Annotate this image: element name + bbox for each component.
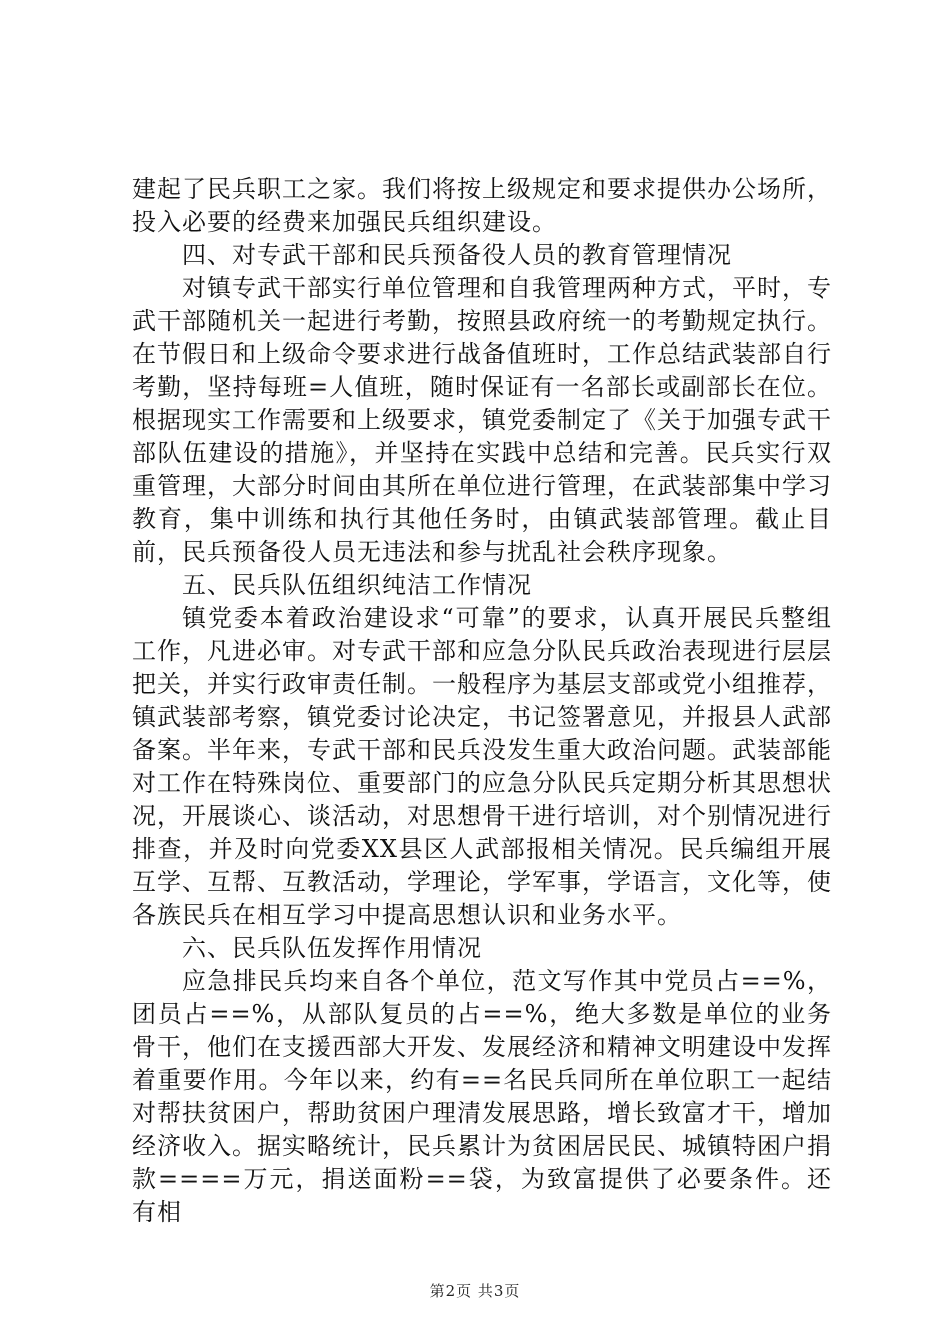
section-heading-5: 五、民兵队伍组织纯洁工作情况 [182,571,532,599]
body-paragraph-5: 镇党委本着政治建设求“可靠”的要求，认真开展民兵整组工作，凡进必审。对专武干部和应急分队民兵政治表现进行层层把关，并实行政审责任制。一般程序为基层支部或党小组推荐，镇武装部考察，镇党委讨论决定，书记签署意见，并报县人武部备案。半年来，专武干部和民兵没发生重大政治问题。武装部能对工作在特殊岗位、重要部门的应急分队民兵定期分析其思想状况，开展谈心、谈活动，对思想骨干进行培训，对个别情况进行排查，并及时向党委XX县区人武部报相关情况。民兵编组开展互学、互帮、互教活动，学理论，学军事，学语言，文化等，使各族民兵在相互学习中提高思想认识和业务水平。 [132,604,832,929]
body-paragraph-4: 对镇专武干部实行单位管理和自我管理两种方式，平时，专武干部随机关一起进行考勤，按照县政府统一的考勤规定执行。在节假日和上级命令要求进行战备值班时，工作总结武装部自行考勤，坚持每班=人值班，随时保证有一名部长或副部长在位。根据现实工作需要和上级要求，镇党委制定了《关于加强专武干部队伍建设的措施》，并坚持在实践中总结和完善。民兵实行双重管理，大部分时间由其所在单位进行管理，在武装部集中学习教育，集中训练和执行其他任务时，由镇武装部管理。截止目前，民兵预备役人员无违法和参与扰乱社会秩序现象。 [132,274,832,566]
section-heading-4: 四、对专武干部和民兵预备役人员的教育管理情况 [182,241,732,269]
page-number-footer: 第2页 共3页 [429,1282,521,1300]
section-heading-6: 六、民兵队伍发挥作用情况 [182,934,482,962]
document-body [132,173,832,1229]
body-paragraph-6: 应急排民兵均来自各个单位，范文写作其中党员占==%，团员占==%，从部队复员的占==%，绝大多数是单位的业务骨干，他们在支援西部大开发、发展经济和精神文明建设中发挥着重要作用。今年以来，约有==名民兵同所在单位职工一起结对帮扶贫困户，帮助贫困户理清发展思路，增长致富才干，增加经济收入。据实略统计，民兵累计为贫困居民民、城镇特困户捐款====万元，捐送面粉==袋，为致富提供了必要条件。还有相 [132,967,832,1226]
continuation-paragraph: 建起了民兵职工之家。我们将按上级规定和要求提供办公场所，投入必要的经费来加强民兵组织建设。 [132,175,832,236]
